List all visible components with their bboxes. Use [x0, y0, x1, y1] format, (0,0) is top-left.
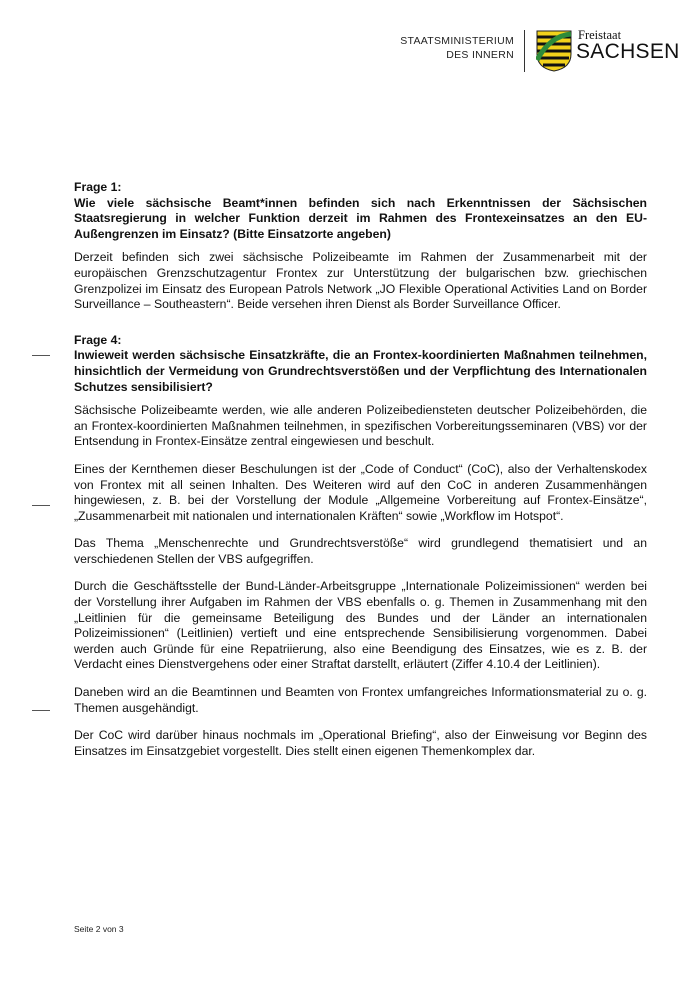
margin-mark: [32, 355, 50, 356]
question-1-answer: Derzeit befinden sich zwei sächsische Polizeibeamte im Rahmen der Zusammenarbeit mit der europäischen Grenzschutzagentur Frontex zur Unterstützung der bulgarischen bzw. griechischen Grenzpolizei im Einsatz des European Patrols Network „JO Flexible Operational Activities Land on Border Surveillance – Southeastern“. Beide versehen ihren Dienst als Border Surveillance Officer.: [74, 250, 647, 312]
answer-paragraph: Sächsische Polizeibeamte werden, wie alle anderen Polizeibediensteten deutscher Polizeibehörden, die an Frontex-koordinierten Maßnahmen teilnehmen, in spezifischen Vorbereitungsseminaren (VBS) vor der Entsendung in Frontex-Einsätze zentral eingewiesen und beschult.: [74, 403, 647, 449]
answer-paragraph: Das Thema „Menschenrechte und Grundrechtsverstöße“ wird grundlegend thematisiert und an verschiedenen Stellen der VBS aufgegriffen.: [74, 536, 647, 566]
document-body: [74, 180, 647, 759]
margin-mark: [32, 505, 50, 506]
ministry-line-2: DES INNERN: [446, 49, 514, 61]
answer-paragraph: Der CoC wird darüber hinaus nochmals im „Operational Briefing“, also der Einweisung vor Beginn des Einsatzes im Einsatzgebiet vorgestellt. Dies stellt einen eigenen Themenkomplex dar.: [74, 728, 647, 758]
state-name-large: SACHSEN: [576, 40, 680, 63]
question-4-text: Inwieweit werden sächsische Einsatzkräfte, die an Frontex-koordinierten Maßnahmen teilnehmen, hinsichtlich der Vermeidung von Grundrechtsverstößen und der Verpflichtung des Internationalen Schutzes sensibilisiert?: [74, 348, 647, 394]
header-divider: [524, 30, 525, 72]
page-number: Seite 2 von 3: [74, 924, 124, 934]
answer-paragraph: Durch die Geschäftsstelle der Bund-Länder-Arbeitsgruppe „Internationale Polizeimissionen“ werden bei der Vorstellung ihrer Aufgaben im Rahmen der VBS ebenfalls o. g. Themen in Zusammenhang mit den „Leitlinien für die gemeinsame Beteiligung des Bundes und der Länder an internationalen Polizeimissionen“ (Leitlinien) vertieft und eine entsprechende Sensibilisierung vorgenommen. Dabei werden auch Gründe für eine Repatriierung, also eine Beendigung des Einsatzes, wie es z. B. der Verdacht eines Dienstvergehens oder einer Straftat darstellt, erläutert (Ziffer 4.10.4 der Leitlinien).: [74, 579, 647, 672]
margin-mark: [32, 710, 50, 711]
question-1-text: Wie viele sächsische Beamt*innen befinden sich nach Erkenntnissen der Sächsischen Staatsregierung in welcher Funktion derzeit im Rahmen des Frontexeinsatzes an den EU-Außengrenzen im Einsatz? (Bitte Einsatzorte angeben): [74, 195, 647, 241]
ministry-line-1: STAATSMINISTERIUM: [400, 35, 514, 47]
answer-paragraph: Eines der Kernthemen dieser Beschulungen ist der „Code of Conduct“ (CoC), also der Verhaltenskodex von Frontex mit all seinen Inhalten. Des Weiteren wird auf den CoC in anderen Zusammenhängen hingewiesen, z. B. bei der Vorstellung der Module „Allgemeine Vorbereitung auf Frontex-Einsätze“, „Zusammenarbeit mit nationalen und internationalen Kräften“ sowie „Workflow im Hotspot“.: [74, 461, 647, 523]
saxony-crest-icon: [536, 30, 572, 72]
state-name-small: Freistaat: [578, 28, 622, 42]
answer-paragraph: Daneben wird an die Beamtinnen und Beamten von Frontex umfangreiches Informationsmaterial zu o. g. Themen ausgehändigt.: [74, 685, 647, 715]
question-4-label: Frage 4:: [74, 332, 122, 347]
ministry-name: [380, 34, 514, 62]
question-1-label: Frage 1:: [74, 180, 122, 194]
